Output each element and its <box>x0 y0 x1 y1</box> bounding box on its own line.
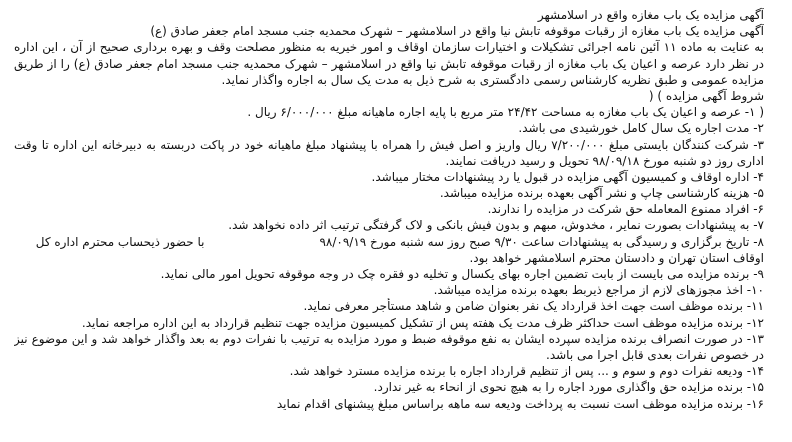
condition-item: ۴- اداره اوقاف و کمیسیون آگهی مزایده در قبول یا رد پیشنهادات مختار میباشد. <box>371 169 764 184</box>
condition-item: ۱۲- برنده مزایده موظف است حداکثر ظرف مدت یک هفته پس از تشکیل کمیسیون مزایده جهت تنظیم قرارداد به این اداره مراجعه نماید. <box>81 315 764 330</box>
condition-item-8-attendance: با حضور ذیحساب محترم اداره کل <box>35 234 205 249</box>
condition-item: اداری روز دو شنبه مورخ ۹۸/۰۹/۱۸ تحویل و رسید دریافت نمایند. <box>445 153 764 168</box>
condition-item-8 <box>14 234 764 250</box>
notice-subtitle: آگهی مزایده یک باب مغازه از رقبات موقوفه تابش نیا واقع در اسلامشهر – شهرک محمدیه جنب مسجد امام جعفر صادق (ع) <box>150 24 764 39</box>
condition-item: ۷- به پیشنهادات بصورت نمایر ، مخدوش، مبهم و بدون فیش بانکی و لاک گرفتگی ترتیب اثر داده نخواهد شد. <box>228 218 764 233</box>
condition-item: ۲- مدت اجاره یک سال کامل خورشیدی می باشد. <box>518 121 764 136</box>
condition-item: در خصوص نفرات بعدی قابل اجرا می باشد. <box>546 347 764 362</box>
condition-item: ۱۱- برنده موظف است جهت اخذ قرارداد یک نفر بعنوان ضامن و شاهد مستأجر معرفی نماید. <box>303 299 764 314</box>
intro-line: در نظر دارد عرصه و اعیان یک باب مغازه از رقبات موقوفه تابش نیا واقع در اسلامشهر – شهرک محمدیه جنب مسجد امام جعفر صادق (ع) را از طریق <box>14 56 764 71</box>
condition-item: ۱۰- اخذ مجوزهای لازم از مراجع ذیربط بعهده برنده مزایده میباشد. <box>433 283 764 298</box>
condition-item: ( ۱- عرصه و اعیان یک باب مغازه به مساحت ۲۴/۴۲ متر مربع با پایه اجاره ماهیانه مبلغ ۶/۰۰۰/۰۰۰ ریال . <box>247 105 764 120</box>
notice-document <box>14 7 764 412</box>
intro-line: مزایده عمومی و طبق نظریه کارشناس رسمی دادگستری به شرح ذیل به مدت یک سال به اجاره واگذار نماید. <box>221 72 764 87</box>
condition-item: ۵- هزینه کارشناسی چاپ و نشر آگهی بعهده برنده مزایده میباشد. <box>439 186 764 201</box>
condition-item: ۱۴- ودیعه نفرات دوم و سوم و ... پس از تنظیم قرارداد اجاره با برنده مزایده مسترد خواهد شد. <box>289 364 764 379</box>
condition-item-8-schedule: ۸- تاریخ برگزاری و رسیدگی به پیشنهادات ساعت ۹/۳۰ صبح روز سه شنبه مورخ ۹۸/۰۹/۱۹ <box>319 234 764 249</box>
intro-line: به عنایت به ماده ۱۱ آئین نامه اجرائی تشکیلات و اختیارات سازمان اوقاف و امور خیریه به منظور مصلحت وقف و بهره برداری صحیح از آن ، این اداره <box>14 40 764 55</box>
condition-item: ۱۶- برنده مزایده موظف است نسبت به پرداخت ودیعه سه ماهه براساس مبلغ پیشنهای اقدام نماید <box>276 396 764 411</box>
condition-item: ۱۵- برنده مزایده حق واگذاری مورد اجاره را به هیچ نحوی از انحاء به غیر ندارد. <box>373 380 764 395</box>
condition-item: ۱۳- در صورت انصراف برنده مزایده سپرده ایشان به نفع موقوفه ضبط و مورد مزایده به ترتیب با نفرات دوم به بعد واگذار خواهد شد و این موضوع نیز <box>14 331 764 346</box>
condition-item: اوقاف استان تهران و دادستان محترم اسلامشهر خواهد بود. <box>469 250 764 265</box>
condition-item: ۳- شرکت کنندگان بایستی مبلغ ۷/۲۰۰/۰۰۰ ریال واریز و اصل فیش را همراه با پیشنهاد مبلغ ماهیانه خود در پاکت دربسته به دبیرخانه این اداره تا وقت <box>14 137 764 152</box>
condition-item: ۹- برنده مزایده می بایست از بابت تضمین اجاره بهای یکسال و تخلیه دو فقره چک در وجه موقوفه تحویل امور مالی نماید. <box>160 267 764 281</box>
condition-item: ۶- افراد ممنوع المعامله حق شرکت در مزایده را ندارند. <box>487 202 764 217</box>
notice-title: آگهی مزایده یک باب مغازه واقع در اسلامشهر <box>537 8 764 22</box>
conditions-heading: شروط آگهی مزایده ) ( <box>648 88 764 103</box>
